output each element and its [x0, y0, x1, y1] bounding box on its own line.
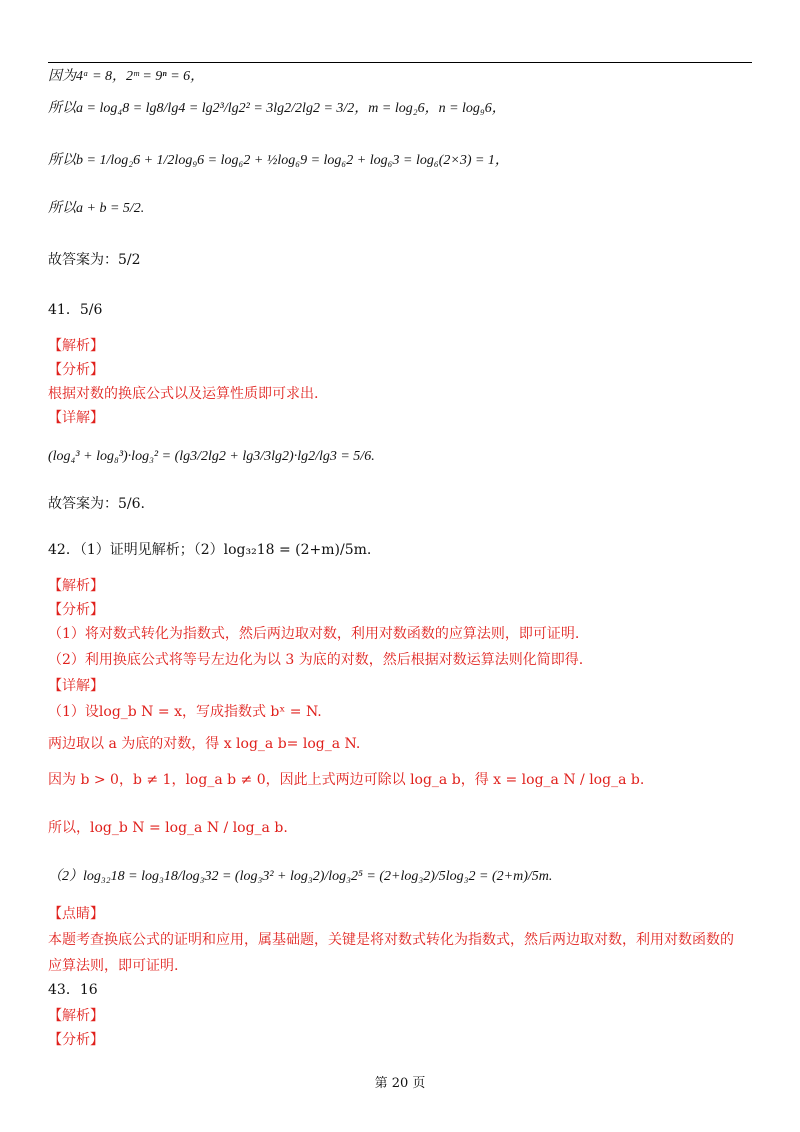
- q42-fenxi-1: （1）将对数式转化为指数式，然后两边取对数，利用对数函数的应算法则，即可证明.: [48, 626, 580, 642]
- q41-xiangjie-tag: 【详解】: [48, 410, 104, 426]
- q42-dianjing-tag: 【点睛】: [48, 906, 104, 922]
- answer-40: 故答案为：5/2: [48, 252, 141, 268]
- header-rule: [48, 62, 752, 63]
- line-2: 所以a = log₄8 = lg8/lg4 = lg2³/lg2² = 3lg2/2lg2 = 3/2，m = log₂6，n = log₉6，: [48, 101, 506, 116]
- q42-fenxi-tag: 【分析】: [48, 602, 104, 618]
- q42-detail-5: （2）log₃₂18 = log₃18/log₃32 = (log₃3² + log₃2)/log₃2⁵ = (2+log₃2)/5log₃2 = (2+m)/5m.: [48, 869, 553, 884]
- q43-fenxi-tag: 【分析】: [48, 1032, 104, 1048]
- q42-dianjing-text-1: 本题考查换底公式的证明和应用，属基础题，关键是将对数式转化为指数式，然后两边取对数，利用对数函数的: [48, 932, 734, 948]
- q41-answer: 故答案为：5/6.: [48, 496, 145, 512]
- q42-fenxi-2: （2）利用换底公式将等号左边化为以 3 为底的对数，然后根据对数运算法则化简即得.: [48, 652, 584, 668]
- q41-jiexi-tag: 【解析】: [48, 338, 104, 354]
- line-4: 所以a + b = 5/2.: [48, 201, 145, 216]
- line-1: 因为4ᵃ = 8，2ᵐ = 9ⁿ = 6，: [48, 69, 205, 84]
- q42-dianjing-text-2: 应算法则，即可证明.: [48, 958, 179, 974]
- q41-fenxi-text: 根据对数的换底公式以及运算性质即可求出.: [48, 386, 319, 402]
- q42-jiexi-tag: 【解析】: [48, 578, 104, 594]
- question-42-heading: 42．（1）证明见解析；（2）log₃₂18 = (2+m)/5m.: [48, 542, 372, 558]
- q42-detail-4: 所以，log_b N = log_a N / log_a b.: [48, 820, 288, 836]
- q42-detail-3: 因为 b > 0，b ≠ 1，log_a b ≠ 0，因此上式两边可除以 log_a b，得 x = log_a N / log_a b.: [48, 772, 645, 788]
- q41-equation: (log₄³ + log₈³)·log₃² = (lg3/2lg2 + lg3/3lg2)·lg2/lg3 = 5/6.: [48, 449, 375, 464]
- q42-xiangjie-tag: 【详解】: [48, 678, 104, 694]
- question-43-heading: 43．16: [48, 982, 98, 998]
- q43-jiexi-tag: 【解析】: [48, 1008, 104, 1024]
- line-3: 所以b = 1/log₂6 + 1/2log₉6 = log₆2 + ½log₆9 = log₆2 + log₆3 = log₆(2×3) = 1，: [48, 153, 509, 168]
- q42-detail-1: （1）设log_b N = x，写成指数式 bˣ = N.: [48, 704, 322, 720]
- question-41-heading: 41．5/6: [48, 302, 103, 318]
- page-number: 第 20 页: [374, 1076, 426, 1091]
- q41-fenxi-tag: 【分析】: [48, 362, 104, 378]
- q42-detail-2: 两边取以 a 为底的对数，得 x log_a b= log_a N.: [48, 736, 361, 752]
